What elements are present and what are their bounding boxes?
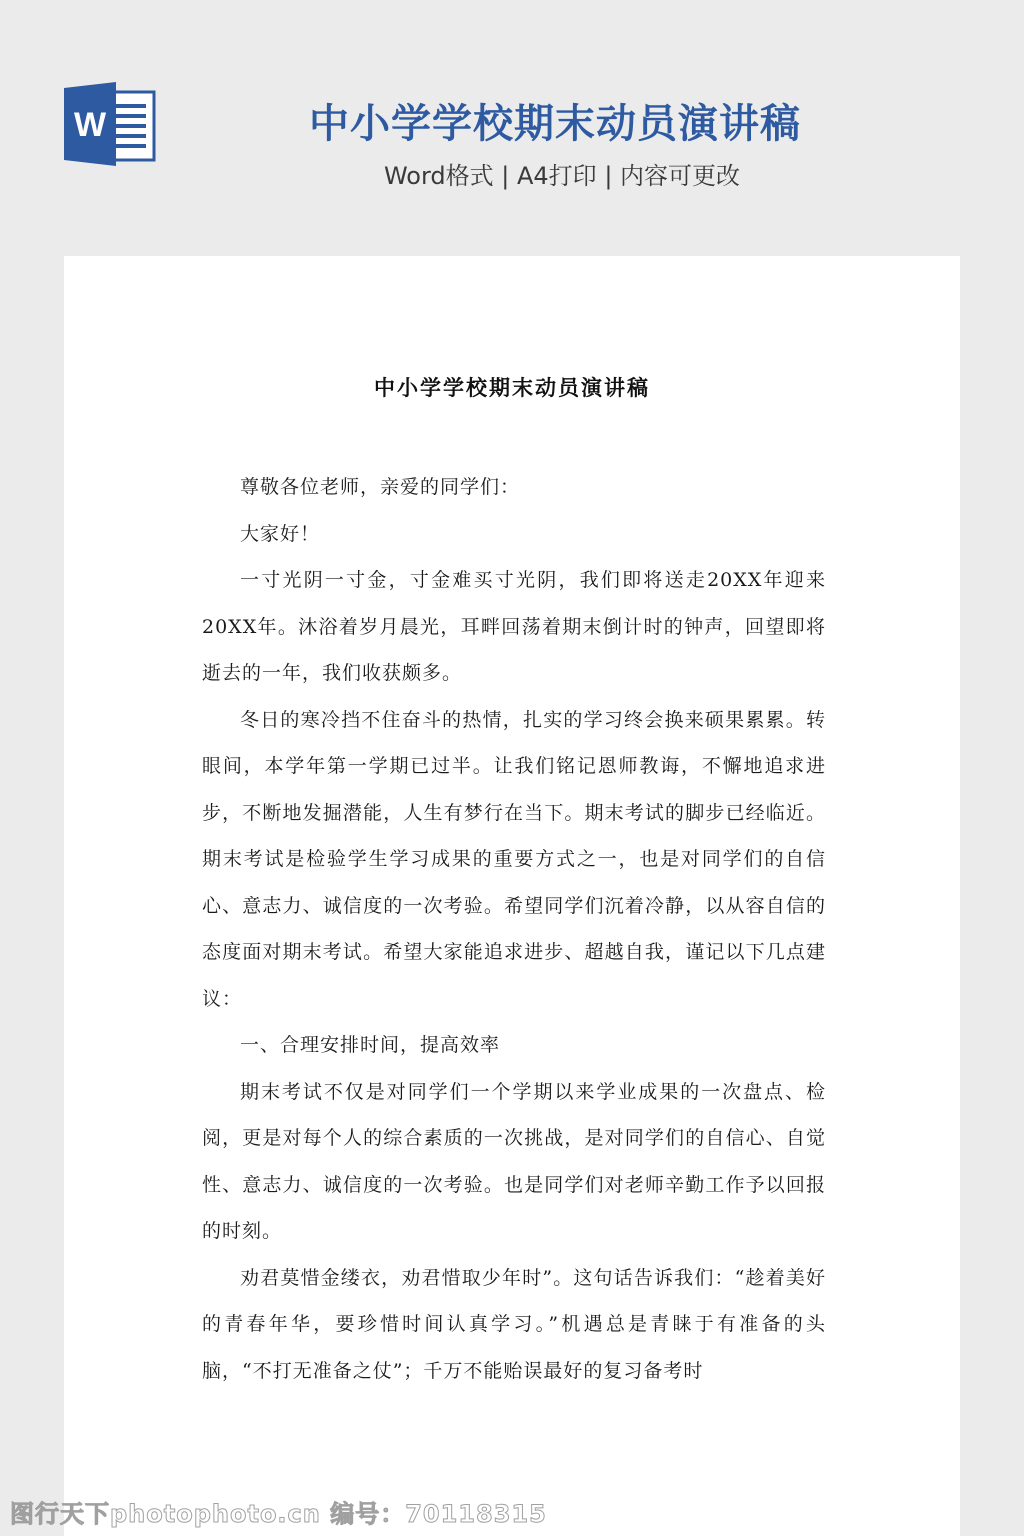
body-paragraph: 冬日的寒冷挡不住奋斗的热情，扎实的学习终会换来硕果累累。转眼间，本学年第一学期已过半。让我们铭记恩师教诲，不懈地追求进步，不断地发掘潜能，人生有梦行在当下。期末考试的脚步已经临近。期末考试是检验学生学习成果的重要方式之一，也是对同学们的自信心、意志力、诚信度的一次考验。希望同学们沉着冷静，以从容自信的态度面对期末考试。希望大家能追求进步、超越自我，谨记以下几点建议：	[202, 708, 826, 1010]
page-subtitle: Word格式 | A4打印 | 内容可更改	[383, 162, 741, 190]
document-title: 中小学学校期末动员演讲稿	[374, 375, 650, 400]
body-paragraph: 一寸光阴一寸金，寸金难买寸光阴，我们即将送走20XX年迎来20XX年。沐浴着岁月晨光，耳畔回荡着期末倒计时的钟声，回望即将逝去的一年，我们收获颇多。	[202, 569, 826, 684]
greeting-paragraph: 尊敬各位老师，亲爱的同学们：	[240, 476, 521, 498]
section-heading: 一、合理安排时间，提高效率	[240, 1034, 501, 1056]
page-title: 中小学学校期末动员演讲稿	[309, 101, 801, 147]
salutation-paragraph: 大家好！	[240, 522, 321, 545]
body-paragraph: 期末考试不仅是对同学们一个学期以来学业成果的一次盘点、检阅，更是对每个人的综合素质的一次挑战，是对同学们的自信心、自觉性、意志力、诚信度的一次考验。也是同学们对老师辛勤工作予以回报的时刻。	[202, 1080, 826, 1242]
document-page	[64, 256, 960, 1536]
body-paragraph: 劝君莫惜金缕衣，劝君惜取少年时”。这句话告诉我们：“趁着美好的青春年华，要珍惜时间认真学习。”机遇总是青睐于有准备的头脑，“不打无准备之仗”；千万不能贻误最好的复习备考时	[202, 1266, 826, 1382]
word-logo-letter: W	[73, 106, 107, 144]
document-body	[202, 464, 826, 1394]
watermark: 图行天下photophoto.cn 编号：70118315	[10, 1500, 547, 1528]
